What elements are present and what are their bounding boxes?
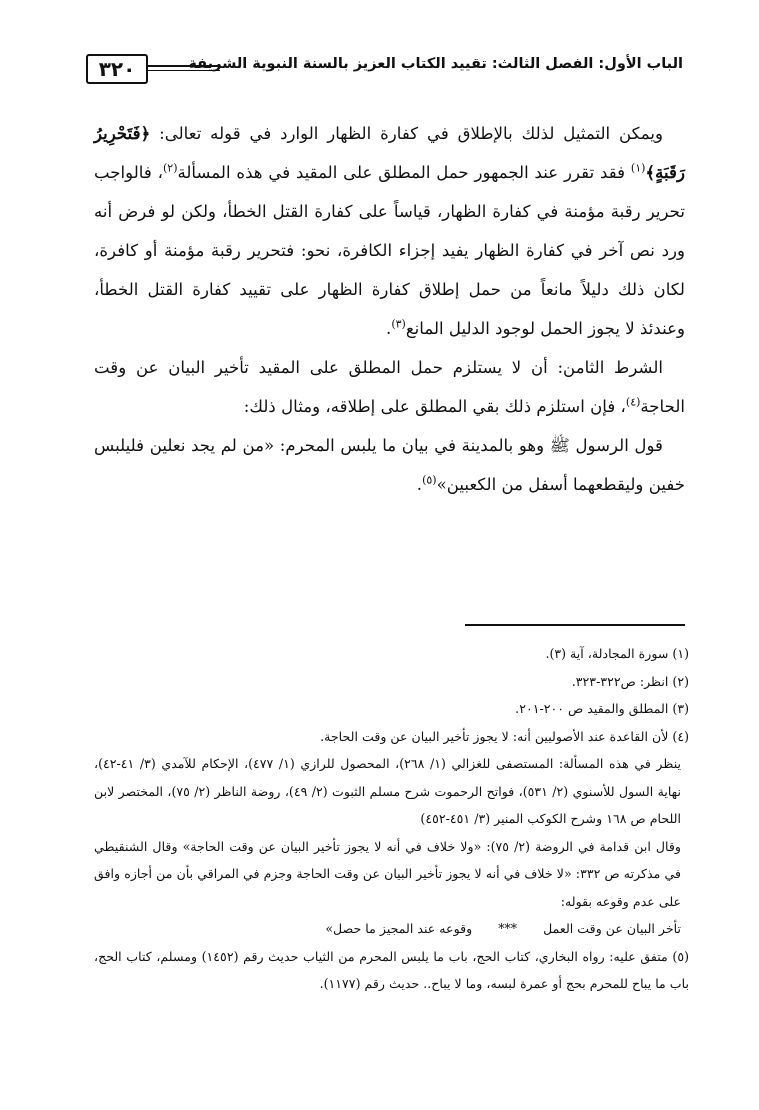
p1-end: .: [386, 319, 392, 338]
footnote-ref-4: (٤): [625, 395, 641, 409]
verse-second-half: وقوعه عند المجيز ما حصل»: [325, 921, 473, 936]
footnote-2: (٢) انظر: ص٣٢٢-٣٢٣.: [571, 673, 689, 689]
paragraph-1: [94, 114, 685, 348]
footnote-ref-1: (١): [630, 161, 646, 175]
footnote-4-sources: ينظر في هذه المسألة: المستصفى للغزالي (١/ ٢٦٨)، المحصول للرازي (١/ ٤٧٧)، الإحكام للآمدي (٣/ ٤١-٤٢)، نهاية السول للأسنوي (٢/ ٥٣١)، فواتح الرحموت شرح مسلم الثبوت (٢/ ٤٩)، روضة الناظر (٢/ ٧٥)، المختصر لابن اللحام ص ١٦٨ وشرح الكوكب المنير (٣/ ٤٥١-٤٥٢): [94, 756, 681, 826]
verse-first-half: تأخر البيان عن وقت العمل: [543, 921, 681, 936]
p3-end: .: [416, 475, 423, 494]
page-number: ٣٢٠: [86, 54, 148, 84]
p1-text-b: فقد تقرر عند الجمهور حمل المطلق على المقيد في هذه المسألة: [177, 163, 631, 182]
verse-separator: ***: [498, 921, 518, 936]
footnote-4-quote: وقال ابن قدامة في الروضة (٢/ ٧٥): «ولا خلاف في أنه لا يجوز تأخير البيان عن وقت الحاجة» وقال الشنقيطي في مذكرته ص ٣٣٢: «لا خلاف في أنه لا يجوز تأخير البيان عن وقت الحاجة وجزم في المراقي بأن من أجازه وافق على عدم وقوعه بقوله:: [94, 838, 681, 909]
p3-text-a: قول الرسول ﷺ وهو بالمدينة في بيان ما يلبس المحرم: «من لم يجد نعلين فليلبس خفين وليقطعهما أسفل من الكعبين»: [94, 436, 685, 494]
footnote-ref-5: (٥): [422, 473, 437, 487]
p1-text-a: ويمكن التمثيل لذلك بالإطلاق في كفارة الظهار الوارد في قوله تعالى:: [159, 124, 663, 143]
footnote-ref-2: (٢): [162, 161, 178, 175]
footnote-ref-3: (٣): [391, 317, 406, 331]
p1-text-c: ، فالواجب تحرير رقبة مؤمنة في كفارة الظهار، قياساً على كفارة القتل الخطأ، ولكن لو فرض أنه ورد نص آخر في كفارة الظهار يفيد إجزاء الكافرة، نحو: فتحرير رقبة مؤمنة أو كافرة، لكان ذلك دليلاً مانعاً من حمل إطلاق كفارة الظهار على تقييد كفارة القتل الخطأ، وعندئذ لا يجوز الحمل لوجود الدليل المانع: [94, 163, 685, 338]
page-header: [86, 54, 683, 90]
footnote-separator: [465, 624, 685, 626]
footnote-4-verse: [94, 915, 689, 943]
footnote-4: (٤) لأن القاعدة عند الأصوليين أنه: لا يجوز تأخير البيان عن وقت الحاجة.: [320, 728, 689, 744]
running-title: الباب الأول: الفصل الثالث: تقييد الكتاب العزيز بالسنة النبوية الشريفة: [188, 56, 683, 72]
footnotes: [94, 640, 689, 998]
footnote-1: (١) سورة المجادلة، آية (٣).: [545, 646, 689, 661]
quran-verse: ﴿فَتَحْرِيرُ رَقَبَةٍ﴾: [94, 123, 685, 182]
main-text: [94, 114, 685, 504]
p2-text-b: ، فإن استلزم ذلك بقي المطلق على إطلاقه، ومثال ذلك:: [243, 397, 626, 416]
footnote-5: (٥) متفق عليه: رواه البخاري، كتاب الحج، باب ما يلبس المحرم من الثياب حديث رقم (١٤٥٢) ومسلم، كتاب الحج، باب ما يباح للمحرم بحج أو عمرة لبسه، وما لا يباح.. حديث رقم (١١٧٧).: [94, 948, 689, 991]
p2-text-a: الشرط الثامن: أن لا يستلزم حمل المطلق على المقيد تأخير البيان عن وقت الحاجة: [94, 358, 685, 416]
paragraph-2: [94, 348, 685, 426]
footnote-3: (٣) المطلق والمقيد ص ٢٠٠-٢٠١.: [515, 701, 689, 716]
paragraph-3: [94, 426, 685, 504]
